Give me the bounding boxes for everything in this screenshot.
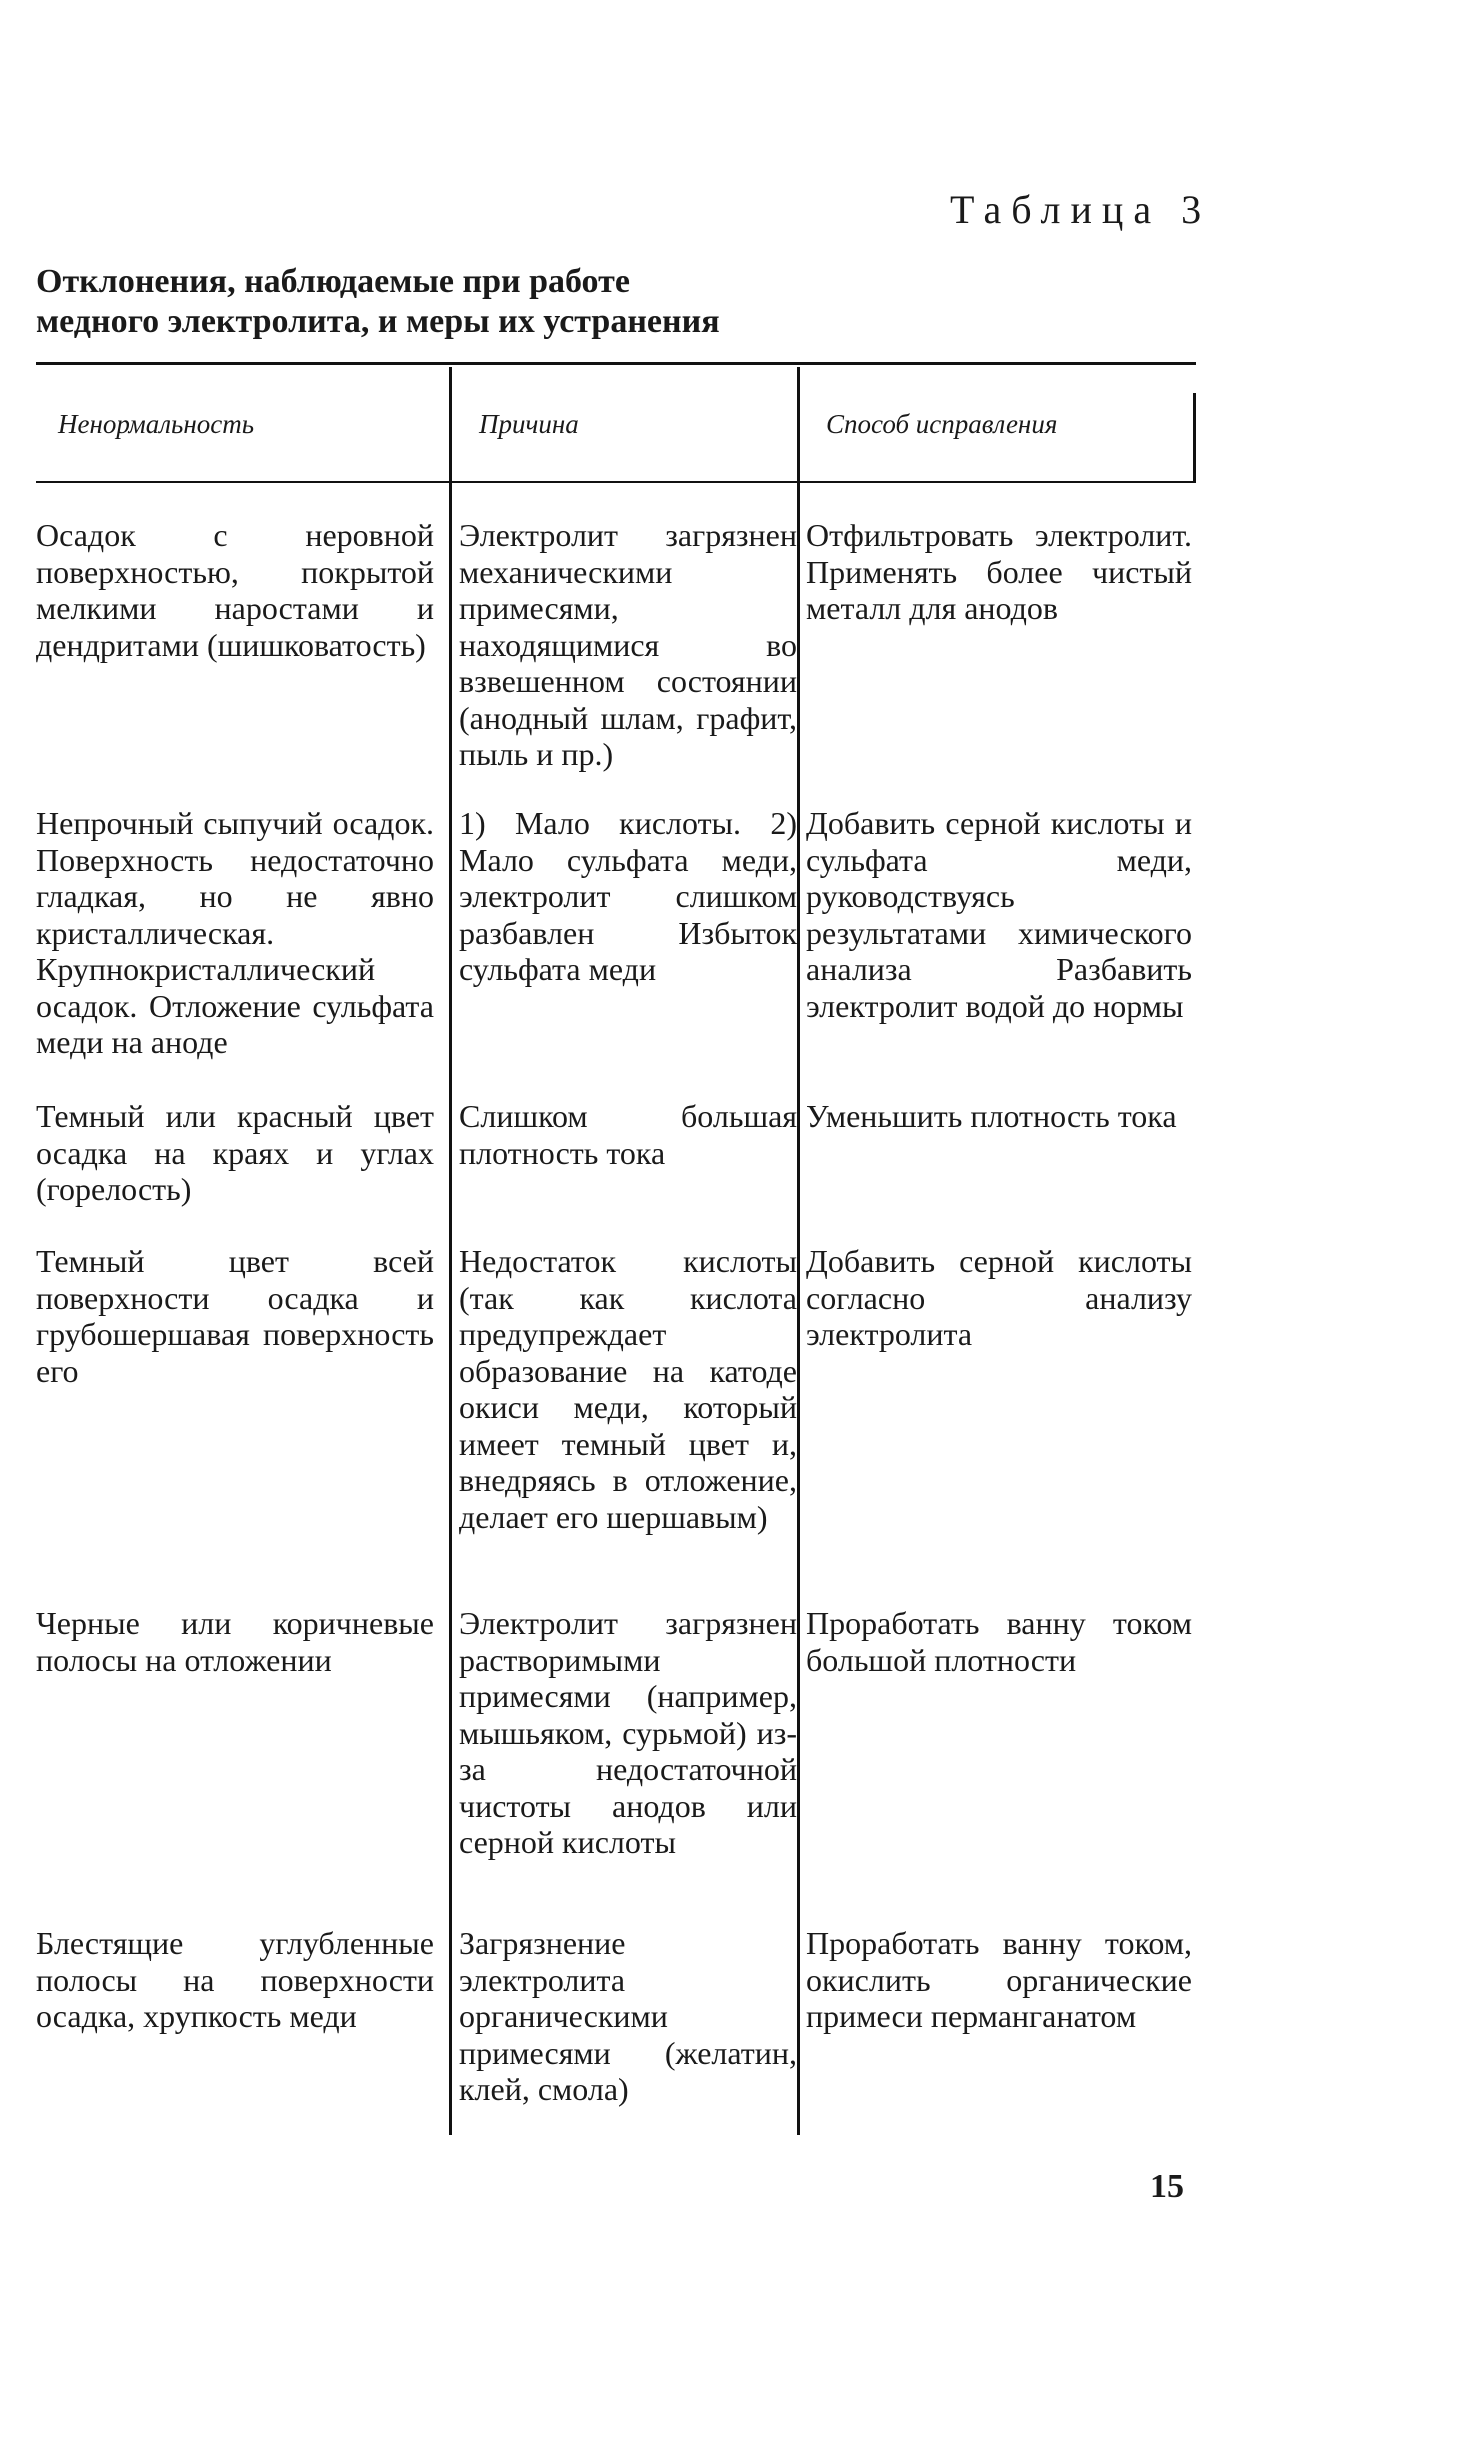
column-divider [797, 367, 800, 2135]
table-title [36, 262, 720, 342]
row-6-cause: Загрязнение электролита органическими примесями (желатин, клей, смола) [459, 1925, 797, 2107]
row-2-cause: 1) Мало кислоты. 2) Мало сульфата меди, электролит слишком разбавлен Избыток сульфата меди [459, 805, 797, 987]
row-5-cause: Электролит загрязнен растворимыми примесями (например, мышьяком, сурьмой) из-за недостаточной чистоты анодов или серной кислоты [459, 1605, 797, 1860]
header-remedy: Способ исправления [826, 409, 1058, 439]
table-right-edge [1193, 393, 1196, 483]
row-3-problem: Темный или красный цвет осадка на краях и углах (горелость) [36, 1098, 434, 1207]
row-2-remedy: Добавить серной кислоты и сульфата меди, руководствуясь результатами химического анализа Разбавить электролит водой до нормы [806, 805, 1192, 1024]
column-divider [449, 367, 452, 2135]
row-6-remedy: Проработать ванну током, окислить органические примеси перманганатом [806, 1925, 1192, 2034]
row-4-problem: Темный цвет всей поверхности осадка и грубошершавая поверхность его [36, 1243, 434, 1389]
row-3-cause: Слишком большая плотность тока [459, 1098, 797, 1171]
row-5-remedy: Проработать ванну током большой плотности [806, 1605, 1192, 1678]
row-1-problem: Осадок с неровной поверхностью, покрытой мелкими наростами и дендритами (шишковатость) [36, 517, 434, 663]
row-4-remedy: Добавить серной кислоты согласно анализу электролита [806, 1243, 1192, 1352]
row-4-cause: Недостаток кислоты (так как кислота предупреждает образование на катоде окиси меди, который имеет темный цвет и, внедряясь в отложение, делает его шершавым) [459, 1243, 797, 1535]
data-table [36, 362, 1196, 2135]
row-3-remedy: Уменьшить плотность тока [806, 1098, 1177, 1134]
header-separator [36, 481, 1196, 483]
row-6-problem: Блестящие углубленные полосы на поверхности осадка, хрупкость меди [36, 1925, 434, 2034]
row-5-problem: Черные или коричневые полосы на отложении [36, 1605, 434, 1678]
page-number: 15 [1150, 2168, 1184, 2205]
row-2-problem: Непрочный сыпучий осадок. Поверхность недостаточно гладкая, но не явно кристаллическая. Крупнокристаллический осадок. Отложение сульфата меди на аноде [36, 805, 434, 1060]
title-line-2: медного электролита, и меры их устранения [36, 303, 720, 340]
header-problem: Ненормальность [58, 409, 254, 439]
row-1-cause: Электролит загрязнен механическими примесями, находящимися во взвешенном состоянии (анодный шлам, графит, пыль и пр.) [459, 517, 797, 772]
table-label: Таблица 3 [950, 187, 1212, 232]
header-cause: Причина [479, 409, 579, 439]
row-1-remedy: Отфильтровать электролит. Применять более чистый металл для анодов [806, 517, 1192, 626]
title-line-1: Отклонения, наблюдаемые при работе [36, 263, 630, 300]
